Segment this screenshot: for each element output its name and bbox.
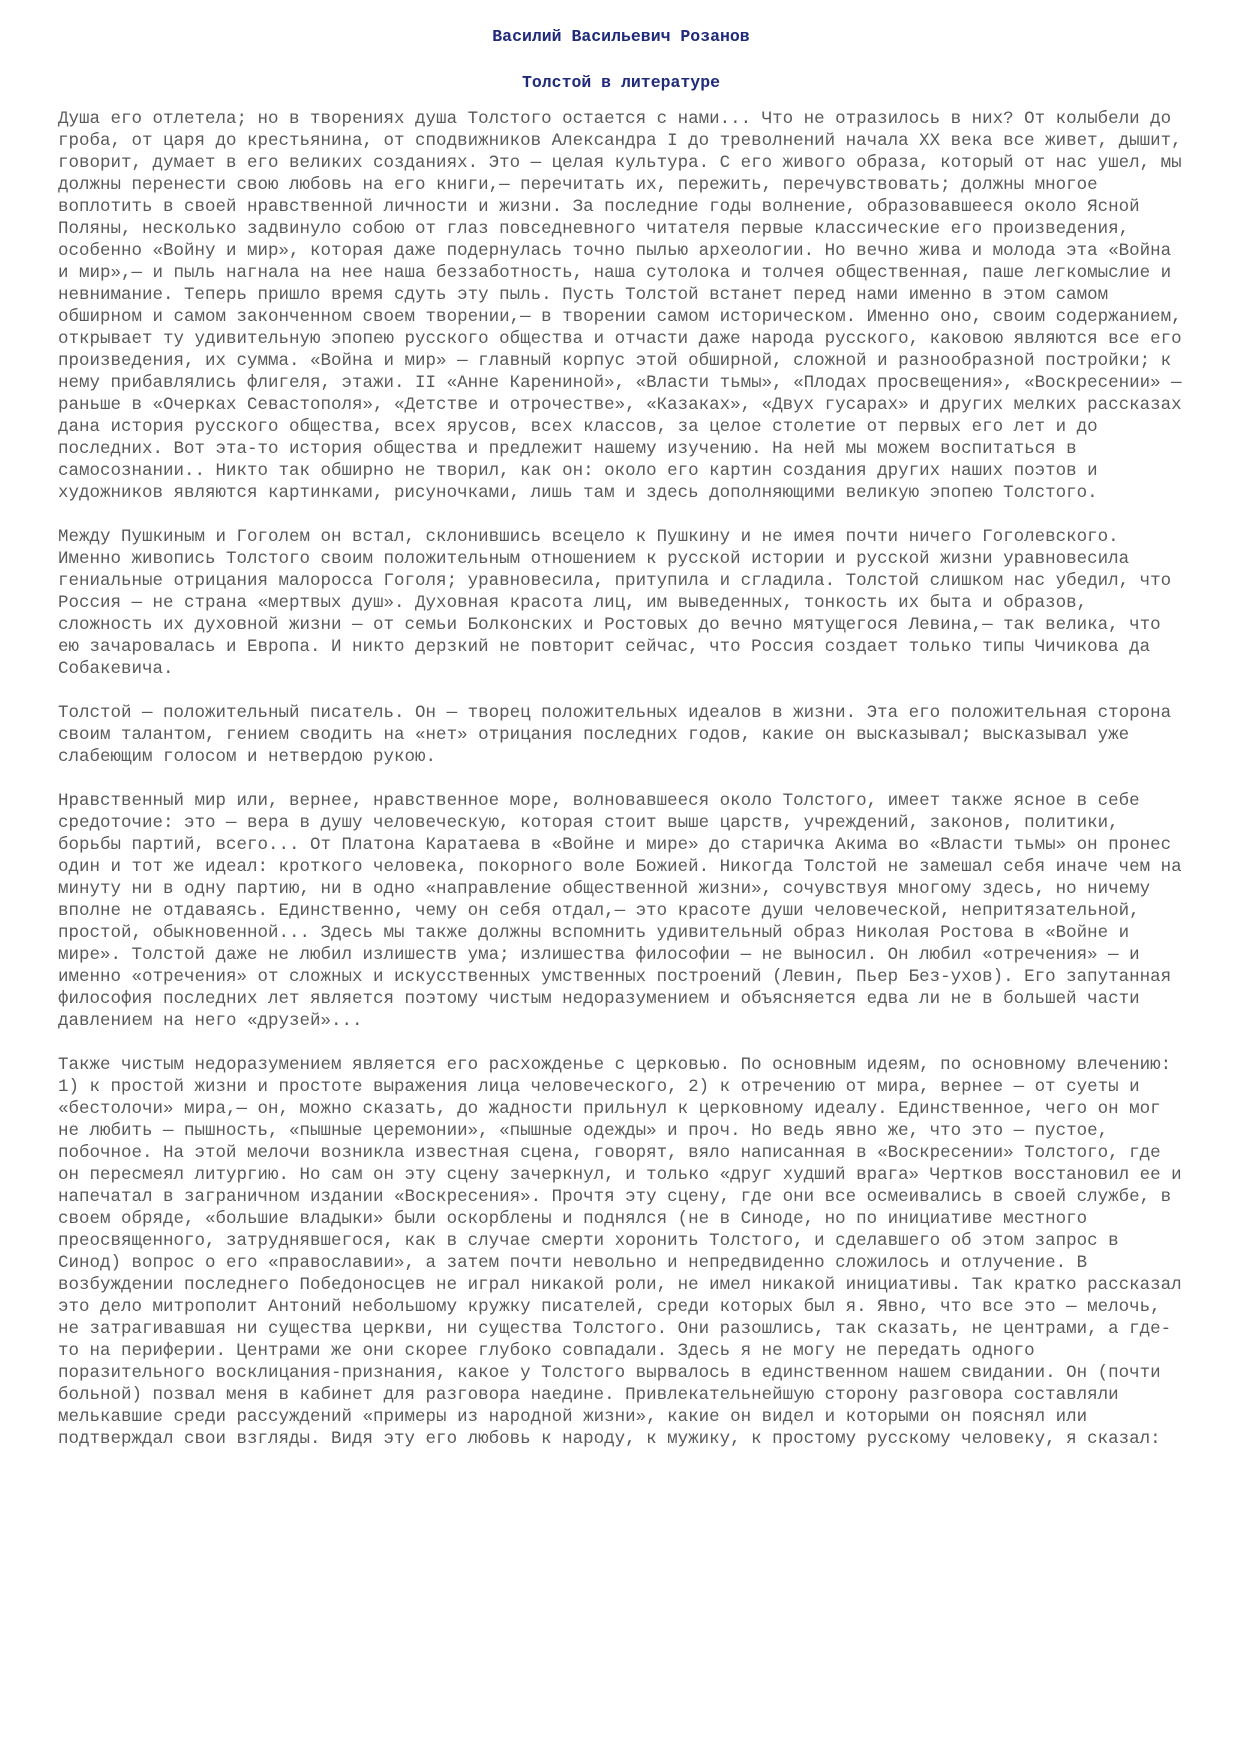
paragraph-4: Нравственный мир или, вернее, нравственное море, волновавшееся около Толстого, имеет также ясное в себе средоточие: это — вера в душу человеческую, которая стоит выше царств, учреждений, законов, политики, борьбы партий, всего... От Платона Каратаева в «Войне и мире» до старичка Акима во «Власти тьмы» он пронес один и тот же идеал: кроткого человека, покорного воле Божией. Никогда Толстой не замешал себя иначе чем на минуту ни в одну партию, ни в одно «направление общественной жизни», сочувствуя многому здесь, но ничему вполне не отдаваясь. Единственно, чему он себя отдал,— это красоте души человеческой, непритязательной, простой, обыкновенной... Здесь мы также должны вспомнить удивительный образ Николая Ростова в «Войне и мире». Толстой даже не любил излишеств ума; излишества философии — не выносил. Он любил «отречения» — и именно «отречения» от сложных и искусственных умственных построений (Левин, Пьер Без-ухов). Его запутанная философия последних лет является поэтому чистым недоразумением и объясняется едва ли не в большей части давлением на него «друзей»... — [58, 791, 1182, 1031]
paragraph-1: Душа его отлетела; но в творениях душа Толстого остается с нами... Что не отразилось в них? От колыбели до гроба, от царя до крестьянина, от сподвижников Александра I до треволнений начала XX века все живет, дышит, говорит, думает в его великих созданиях. Это — целая культура. С его живого образа, который от нас ушел, мы должны перенести свою любовь на его книги,— перечитать их, пережить, перечувствовать; должны многое воплотить в своей нравственной личности и жизни. За последние годы волнение, образовавшееся около Ясной Поляны, несколько задвинуло собою от глаз повседневного читателя первые классические его произведения, особенно «Войну и мир», которая даже подернулась точно пылью археологии. Но вечно жива и молода эта «Война и мир»,— и пыль нагнала на нее наша беззаботность, наша сутолока и толчея общественная, паше легкомыслие и невнимание. Теперь пришло время сдуть эту пыль. Пусть Толстой встанет перед нами именно в этом самом обширном и самом законченном своем творении,— в творении самом историческом. Именно оно, своим содержанием, открывает ту удивительную эпопею русского общества и отчасти даже народа русского, каковою являются все его произведения, их сумма. «Война и мир» — главный корпус этой обширной, сложной и разнообразной постройки; к нему прибавлялись флигеля, этажи. II «Анне Карениной», «Власти тьмы», «Плодах просвещения», «Воскресении» — раньше в «Очерках Севастополя», «Детстве и отрочестве», «Казаках», «Двух гусарах» и других мелких рассказах дана история русского общества, всех ярусов, всех классов, за целое столетие от первых его лет и до последних. Вот эта-то история общества и предлежит нашему изучению. На ней мы можем воспитаться в самосознании.. Никто так обширно не творил, как он: около его картин создания других наших поэтов и художников являются картинками, рисуночками, лишь там и здесь дополняющими великую эпопею Толстого. — [58, 109, 1182, 503]
document-title: Толстой в литературе — [521, 73, 721, 92]
author-name: Василий Васильевич Розанов — [492, 27, 750, 46]
paragraph-2: Между Пушкиным и Гоголем он встал, склонившись всецело к Пушкину и не имея почти ничего Гоголевского. Именно живопись Толстого своим положительным отношением к русской истории и русской жизни уравновесила гениальные отрицания малоросса Гоголя; уравновесила, притупила и сгладила. Толстой слишком нас убедил, что Россия — не страна «мертвых душ». Духовная красота лиц, им выведенных, тонкость их быта и образов, сложность их духовной жизни — от семьи Болконских и Ростовых до вечно мятущегося Левина,— так велика, что ею зачаровалась и Европа. И никто дерзкий не повторит сейчас, что Россия создает только типы Чичикова да Собакевича. — [58, 527, 1172, 679]
document-body — [58, 108, 1184, 1450]
paragraph-5: Также чистым недоразумением является его расхожденье с церковью. По основным идеям, по основному влечению: 1) к простой жизни и простоте выражения лица человеческого, 2) к отречению от мира, вернее — от суеты и «бестолочи» мира,— он, можно сказать, до жадности прильнул к церковному идеалу. Единственное, чего он мог не любить — пышность, «пышные церемонии», «пышные одежды» и проч. Но ведь явно же, что это — пустое, побочное. На этой мелочи возникла известная сцена, говорят, вяло написанная в «Воскресении» Толстого, где он пересмеял литургию. Но сам он эту сцену зачеркнул, и только «друг худший врага» Чертков восстановил ее и напечатал в заграничном издании «Воскресения». Прочтя эту сцену, где они все осмеивались в своей службе, в своем обряде, «большие владыки» были оскорблены и поднялся (не в Синоде, но по инициативе местного преосвященного, затруднявшегося, как в случае смерти хоронить Толстого, и сделавшего об этом запрос в Синод) вопрос о его «православии», а затем почти невольно и непредвиденно сложилось и отлучение. В возбуждении последнего Победоносцев не играл никакой роли, не имел никакой инициативы. Так кратко рассказал это дело митрополит Антоний небольшому кружку писателей, среди которых был я. Явно, что все это — мелочь, не затрагивавшая ни существа церкви, ни существа Толстого. Они разошлись, так сказать, не центрами, а где-то на периферии. Центрами же они скорее глубоко совпадали. Здесь я не могу не передать одного поразительного восклицания-признания, какое у Толстого вырвалось в единственном нашем свидании. Он (почти больной) позвал меня в кабинет для разговора наедине. Привлекательнейшую сторону разговора составляли мелькавшие среди рассуждений «примеры из народной жизни», какие он видел и которыми он пояснял или подтверждал свои взгляды. Видя эту его любовь к народу, к мужику, к простому русскому человеку, я сказал: — [58, 1055, 1182, 1449]
paragraph-3: Толстой — положительный писатель. Он — творец положительных идеалов в жизни. Эта его положительная сторона своим талантом, гением сводить на «нет» отрицания последних годов, какие он высказывал; высказывал уже слабеющим голосом и нетвердою рукою. — [58, 703, 1172, 767]
